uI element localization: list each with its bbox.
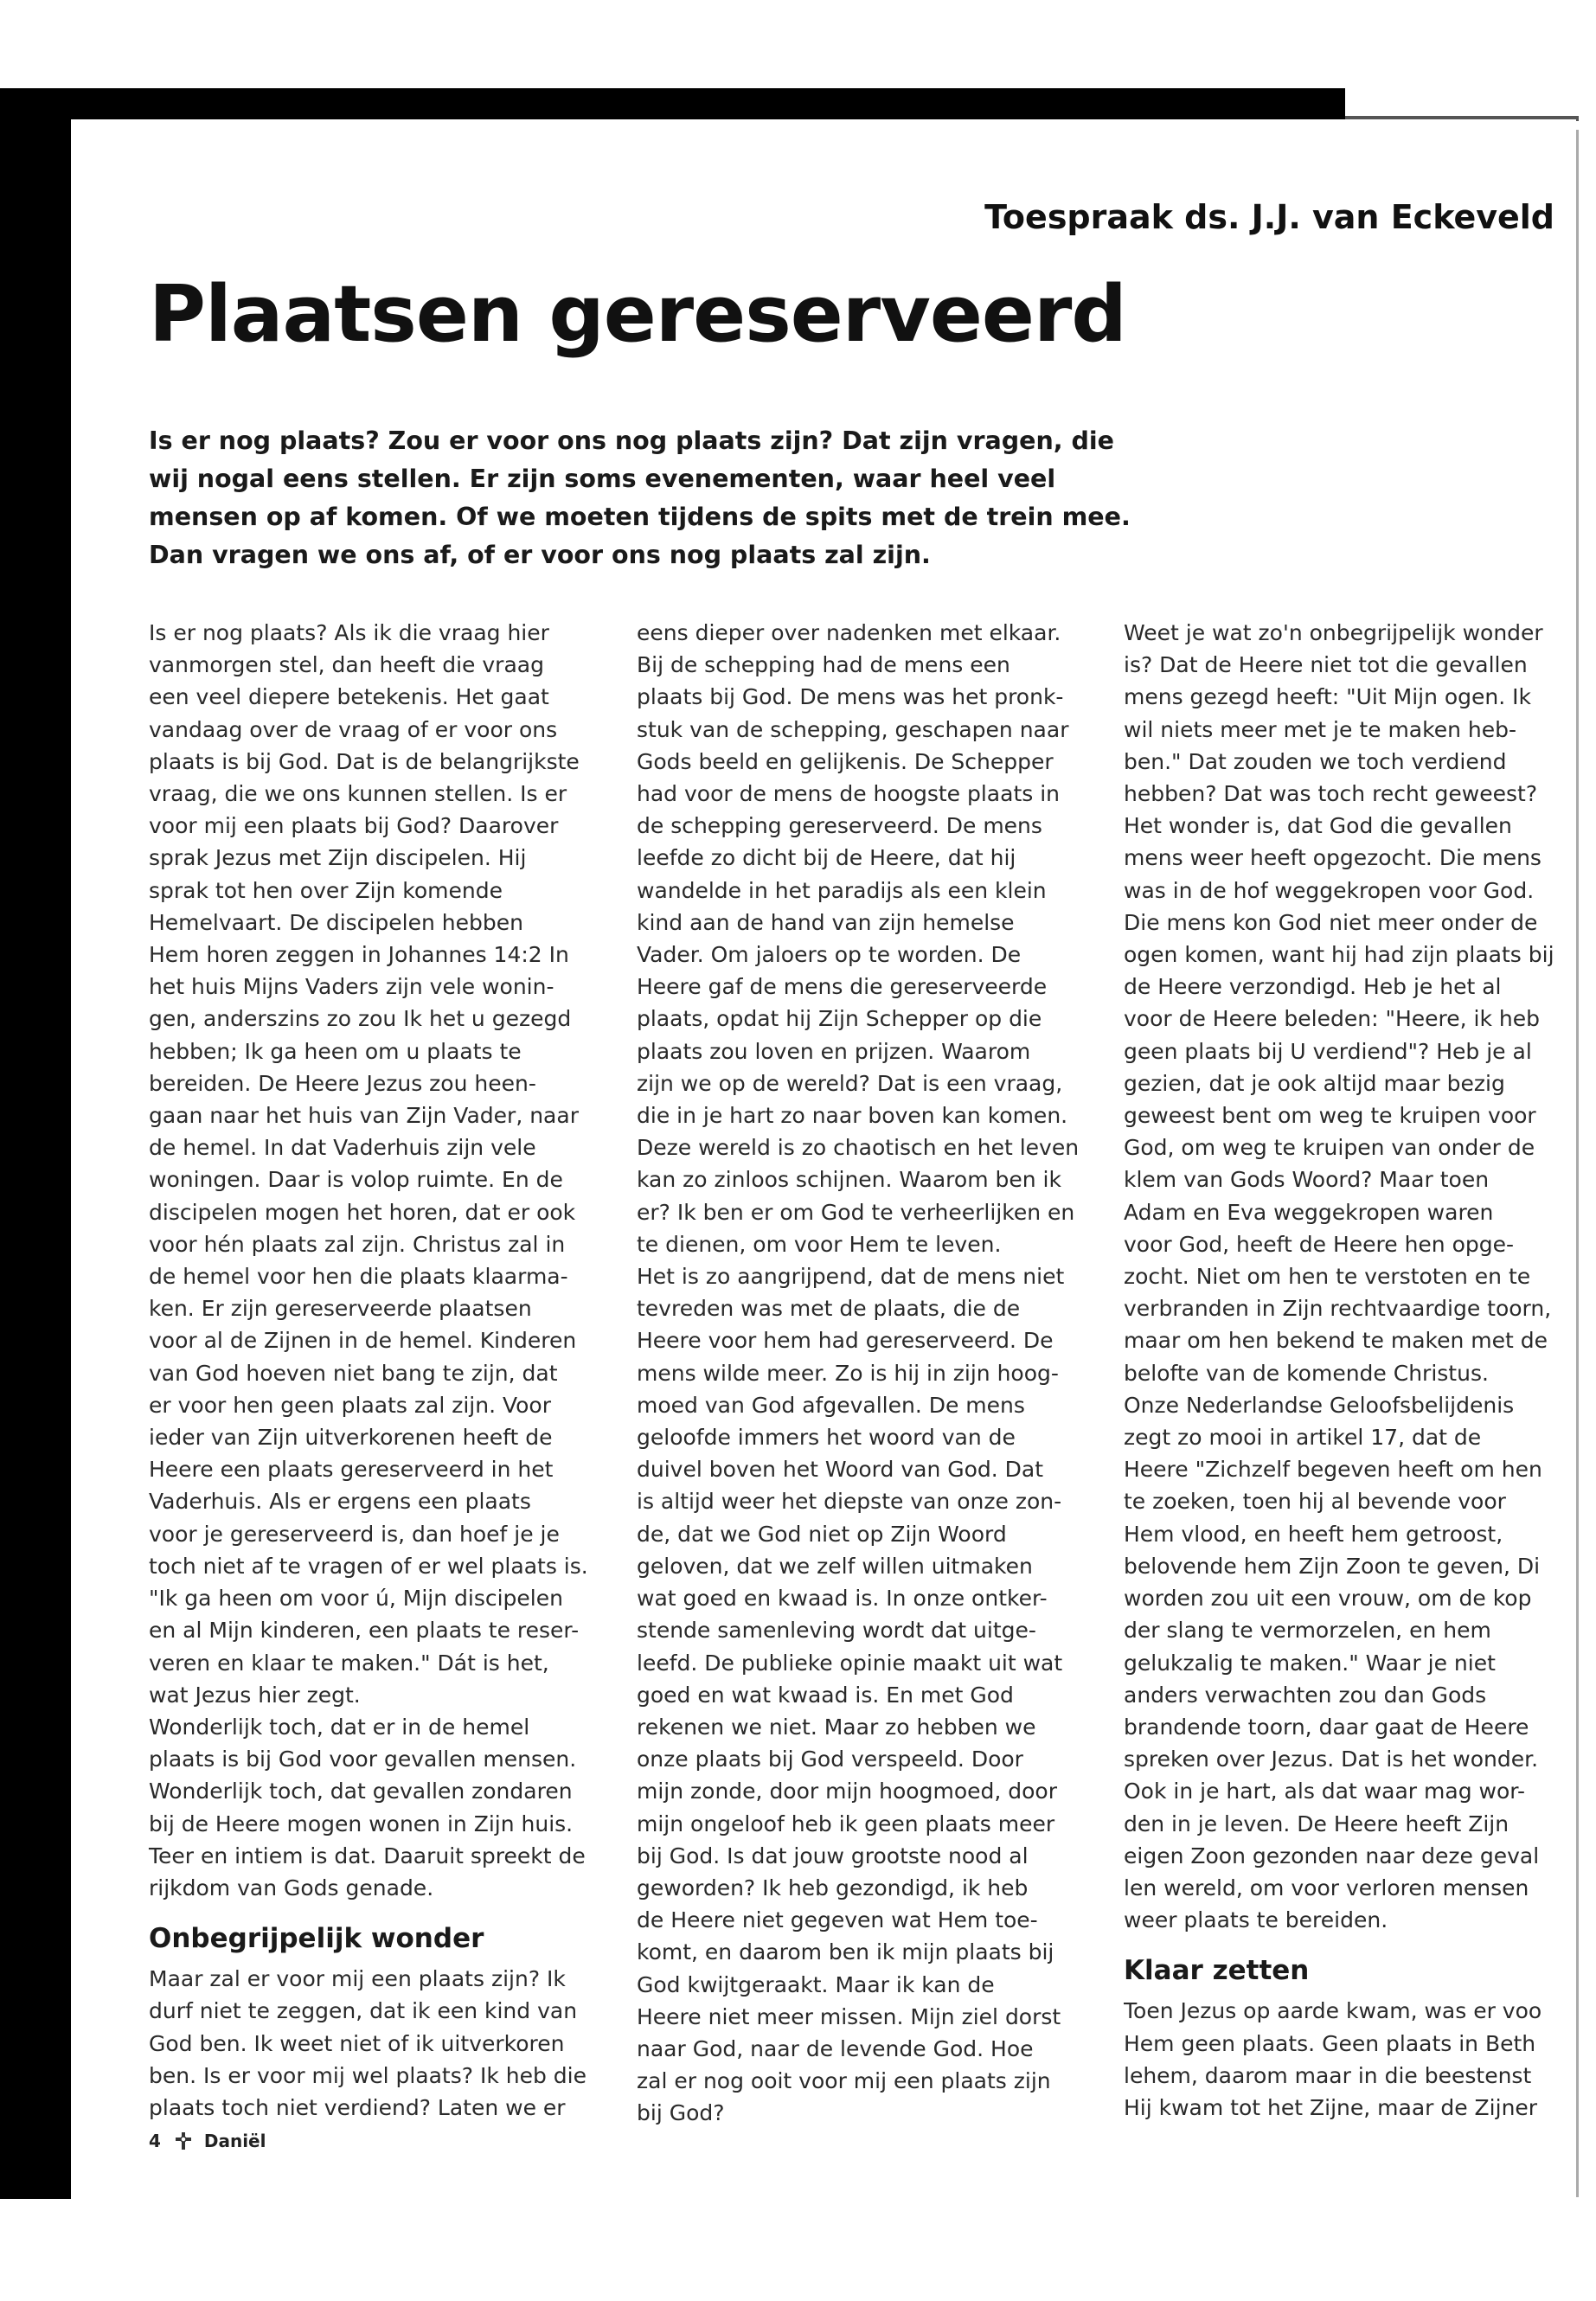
text-line: lehem, daarom maar in die beestenst [1124, 2062, 1532, 2088]
text-line: gezien, dat je ook altijd maar bezig [1124, 1070, 1505, 1096]
text-line: Adam en Eva weggekropen waren [1124, 1199, 1494, 1225]
text-line: Weet je wat zo'n onbegrijpelijk wonder [1124, 620, 1543, 645]
text-line: mens weer heeft opgezocht. Die mens [1124, 845, 1542, 871]
text-line: God, om weg te kruipen van onder de [1124, 1135, 1535, 1161]
cross-logo-icon [174, 2131, 193, 2150]
text-line: mens gezegd heeft: "Uit Mijn ogen. Ik [1124, 684, 1532, 710]
column-1 [149, 617, 599, 2124]
text-line: "Ik ga heen om voor ú, Mijn discipelen [149, 1586, 563, 1612]
text-line: plaats, opdat hij Zijn Schepper op die [637, 1006, 1042, 1032]
column-3 [1124, 617, 1574, 2124]
section-heading-onbegrijpelijk-wonder: Onbegrijpelijk wonder [149, 1923, 484, 1955]
text-line: voor al de Zijnen in de hemel. Kinderen [149, 1328, 577, 1354]
text-line: eens dieper over nadenken met elkaar. [637, 620, 1061, 645]
text-line: Ook in je hart, als dat waar mag wor- [1124, 1779, 1525, 1804]
text-line: zocht. Niet om hen te verstoten en te [1124, 1264, 1531, 1290]
text-line: Hemelvaart. De discipelen hebben [149, 909, 523, 935]
text-line: klem van Gods Woord? Maar toen [1124, 1167, 1490, 1193]
column-3-body-2 [1124, 1995, 1574, 2124]
text-line: God kwijtgeraakt. Maar ik kan de [637, 1971, 995, 1997]
text-line: God ben. Ik weet niet of ik uitverkoren [149, 2030, 565, 2056]
text-line: plaats toch niet verdiend? Laten we er [149, 2094, 566, 2120]
text-line: Het is zo aangrijpend, dat de mens niet [637, 1264, 1065, 1290]
text-line: sprak Jezus met Zijn discipelen. Hij [149, 845, 527, 871]
text-line: ben. Is er voor mij wel plaats? Ik heb die [149, 2062, 586, 2088]
text-line: discipelen mogen het horen, dat er ook [149, 1199, 576, 1225]
text-line: eigen Zoon gezonden naar deze geval [1124, 1843, 1540, 1868]
text-line: belovende hem Zijn Zoon te geven, Di [1124, 1553, 1541, 1579]
text-line: geloofde immers het woord van de [637, 1425, 1016, 1451]
text-line: van God hoeven niet bang te zijn, dat [149, 1360, 558, 1386]
text-line: Maar zal er voor mij een plaats zijn? Ik [149, 1966, 566, 1992]
text-line: stende samenleving wordt dat uitge- [637, 1618, 1036, 1644]
column-1-body-2 [149, 1963, 599, 2124]
text-line: Vaderhuis. Als er ergens een plaats [149, 1489, 531, 1515]
text-line: voor mij een plaats bij God? Daarover [149, 813, 559, 839]
text-line: er voor hen geen plaats zal zijn. Voor [149, 1392, 552, 1418]
text-line: toch niet af te vragen of er wel plaats is. [149, 1553, 588, 1579]
text-line: hebben; Ik ga heen om u plaats te [149, 1038, 522, 1064]
text-line: anders verwachten zou dan Gods [1124, 1682, 1487, 1708]
text-line: Die mens kon God niet meer onder de [1124, 909, 1538, 935]
text-line: was in de hof weggekropen voor God. [1124, 877, 1535, 903]
text-line: woningen. Daar is volop ruimte. En de [149, 1167, 563, 1193]
text-line: belofte van de komende Christus. [1124, 1360, 1489, 1386]
page-footer [149, 2131, 266, 2151]
text-line: is? Dat de Heere niet tot die gevallen [1124, 652, 1528, 678]
text-line: is altijd weer het diepste van onze zon- [637, 1489, 1062, 1515]
scan-border-right [1576, 130, 1579, 2197]
text-line: Hij kwam tot het Zijne, maar de Zijner [1124, 2094, 1538, 2120]
text-line: komt, en daarom ben ik mijn plaats bij [637, 1939, 1054, 1965]
article-title: Plaatsen gereserveerd [149, 269, 1126, 360]
text-line: gen, anderszins zo zou Ik het u gezegd [149, 1006, 572, 1032]
text-line: Hem vlood, en heeft hem getroost, [1124, 1521, 1503, 1547]
text-line: vanmorgen stel, dan heeft die vraag [149, 652, 544, 678]
text-line: zijn we op de wereld? Dat is een vraag, [637, 1070, 1063, 1096]
text-line: leefde zo dicht bij de Heere, dat hij [637, 845, 1016, 871]
text-line: geen plaats bij U verdiend"? Heb je al [1124, 1038, 1532, 1064]
text-line: tevreden was met de plaats, die de [637, 1296, 1021, 1322]
text-line: wandelde in het paradijs als een klein [637, 877, 1047, 903]
text-line: zal er nog ooit voor mij een plaats zijn [637, 2068, 1051, 2094]
text-line: spreken over Jezus. Dat is het wonder. [1124, 1747, 1539, 1772]
text-line: Hem geen plaats. Geen plaats in Beth [1124, 2030, 1536, 2056]
text-line: wil niets meer met je te maken heb- [1124, 716, 1517, 742]
text-line: durf niet te zeggen, dat ik een kind van [149, 1998, 578, 2024]
text-line: gelukzalig te maken." Waar je niet [1124, 1650, 1496, 1676]
text-line: er? Ik ben er om God te verheerlijken en [637, 1199, 1075, 1225]
text-line: ogen komen, want hij had zijn plaats bij [1124, 942, 1554, 968]
text-line: het huis Mijns Vaders zijn vele wonin- [149, 974, 554, 1000]
text-line: gaan naar het huis van Zijn Vader, naar [149, 1103, 579, 1129]
text-line: geweest bent om weg te kruipen voor [1124, 1103, 1536, 1129]
magazine-page [71, 119, 1576, 2213]
text-line: Heere niet meer missen. Mijn ziel dorst [637, 2003, 1061, 2029]
text-line: naar God, naar de levende God. Hoe [637, 2035, 1034, 2061]
text-line: vraag, die we ons kunnen stellen. Is er [149, 781, 567, 807]
text-line: te zoeken, toen hij al bevende voor [1124, 1489, 1506, 1515]
text-line: maar om hen bekend te maken met de [1124, 1328, 1548, 1354]
text-line: mijn ongeloof heb ik geen plaats meer [637, 1811, 1055, 1836]
text-line: Wonderlijk toch, dat er in de hemel [149, 1714, 530, 1740]
text-line: veren en klaar te maken." Dát is het, [149, 1650, 549, 1676]
text-line: voor God, heeft de Heere hen opge- [1124, 1231, 1515, 1257]
text-line: Heere "Zichzelf begeven heeft om hen [1124, 1457, 1542, 1483]
text-line: bij de Heere mogen wonen in Zijn huis. [149, 1811, 574, 1836]
text-line: mijn zonde, door mijn hoogmoed, door [637, 1779, 1057, 1804]
text-line: len wereld, om voor verloren mensen [1124, 1875, 1529, 1900]
text-line: Toen Jezus op aarde kwam, was er voo [1124, 1998, 1542, 2024]
text-line: vandaag over de vraag of er voor ons [149, 716, 558, 742]
text-line: hebben? Dat was toch recht geweest? [1124, 781, 1538, 807]
text-line: brandende toorn, daar gaat de Heere [1124, 1714, 1529, 1740]
text-line: de Heere niet gegeven wat Hem toe- [637, 1907, 1038, 1933]
text-line: plaats is bij God voor gevallen mensen. [149, 1747, 577, 1772]
text-line: zegt zo mooi in artikel 17, dat de [1124, 1425, 1482, 1451]
section-heading-klaar-zetten: Klaar zetten [1124, 1955, 1310, 1987]
text-line: en al Mijn kinderen, een plaats te reser- [149, 1618, 580, 1644]
text-line: Bij de schepping had de mens een [637, 652, 1010, 678]
text-line: Is er nog plaats? Als ik die vraag hier [149, 620, 549, 645]
text-line: Heere een plaats gereserveerd in het [149, 1457, 554, 1483]
text-line: rekenen we niet. Maar zo hebben we [637, 1714, 1036, 1740]
text-line: de schepping gereserveerd. De mens [637, 813, 1042, 839]
article-kicker: Toespraak ds. J.J. van Eckeveld [984, 198, 1554, 236]
scan-border-left [0, 88, 71, 2199]
text-line: de Heere verzondigd. Heb je het al [1124, 974, 1502, 1000]
text-line: had voor de mens de hoogste plaats in [637, 781, 1061, 807]
column-2-body [637, 617, 1086, 2130]
text-line: de, dat we God niet op Zijn Woord [637, 1521, 1007, 1547]
text-line: ken. Er zijn gereserveerde plaatsen [149, 1296, 532, 1322]
text-line: geworden? Ik heb gezondigd, ik heb [637, 1875, 1029, 1900]
text-line: Wonderlijk toch, dat gevallen zondaren [149, 1779, 573, 1804]
text-line: den in je leven. De Heere heeft Zijn [1124, 1811, 1509, 1836]
column-2 [637, 617, 1086, 2130]
text-line: Heere voor hem had gereserveerd. De [637, 1328, 1054, 1354]
text-line: verbranden in Zijn rechtvaardige toorn, [1124, 1296, 1552, 1322]
text-line: de hemel. In dat Vaderhuis zijn vele [149, 1135, 536, 1161]
text-line: rijkdom van Gods genade. [149, 1875, 434, 1900]
text-line: een veel diepere betekenis. Het gaat [149, 684, 549, 710]
column-3-body-1 [1124, 617, 1574, 1936]
text-line: Heere gaf de mens die gereserveerde [637, 974, 1048, 1000]
text-line: ben." Dat zouden we toch verdiend [1124, 748, 1507, 774]
text-line: moed van God afgevallen. De mens [637, 1392, 1025, 1418]
text-line: goed en wat kwaad is. En met God [637, 1682, 1014, 1708]
text-line: duivel boven het Woord van God. Dat [637, 1457, 1044, 1483]
article-lead: Is er nog plaats? Zou er voor ons nog plaats zijn? Dat zijn vragen, die wij nogal eens stellen. Er zijn soms evenementen, waar heel veel mensen op af komen. Of we moeten tijdens de spits met de trein mee. Dan vragen we ons af, of er voor ons nog plaats zal zijn. [149, 426, 1131, 569]
text-line: Het wonder is, dat God die gevallen [1124, 813, 1512, 839]
text-line: Gods beeld en gelijkenis. De Schepper [637, 748, 1054, 774]
text-line: bij God. Is dat jouw grootste nood al [637, 1843, 1029, 1868]
text-line: ieder van Zijn uitverkorenen heeft de [149, 1425, 553, 1451]
text-line: kind aan de hand van zijn hemelse [637, 909, 1015, 935]
text-line: voor de Heere beleden: "Heere, ik heb [1124, 1006, 1540, 1032]
scan-border-top [48, 88, 1345, 119]
text-line: Hem horen zeggen in Johannes 14:2 In [149, 942, 569, 968]
column-1-body-1 [149, 617, 599, 1904]
text-line: voor je gereserveerd is, dan hoef je je [149, 1521, 560, 1547]
text-line: Teer en intiem is dat. Daaruit spreekt de [149, 1843, 586, 1868]
text-line: wat Jezus hier zegt. [149, 1682, 361, 1708]
text-line: plaats is bij God. Dat is de belangrijkste [149, 748, 580, 774]
text-line: worden zou uit een vrouw, om de kop [1124, 1586, 1532, 1612]
text-line: weer plaats te bereiden. [1124, 1907, 1388, 1933]
text-line: stuk van de schepping, geschapen naar [637, 716, 1069, 742]
text-line: leefd. De publieke opinie maakt uit wat [637, 1650, 1063, 1676]
magazine-name: Daniël [203, 2131, 266, 2151]
text-line: te dienen, om voor Hem te leven. [637, 1231, 1002, 1257]
page-number: 4 [149, 2131, 161, 2151]
text-line: onze plaats bij God verspeeld. Door [637, 1747, 1023, 1772]
text-line: bereiden. De Heere Jezus zou heen- [149, 1070, 536, 1096]
text-line: plaats bij God. De mens was het pronk- [637, 684, 1064, 710]
text-line: geloven, dat we zelf willen uitmaken [637, 1553, 1033, 1579]
text-line: Deze wereld is zo chaotisch en het leven [637, 1135, 1080, 1161]
text-line: wat goed en kwaad is. In onze ontker- [637, 1586, 1048, 1612]
text-line: voor hén plaats zal zijn. Christus zal in [149, 1231, 566, 1257]
text-line: mens wilde meer. Zo is hij in zijn hoog- [637, 1360, 1059, 1386]
text-line: kan zo zinloos schijnen. Waarom ben ik [637, 1167, 1061, 1193]
text-line: plaats zou loven en prijzen. Waarom [637, 1038, 1031, 1064]
text-line: der slang te vermorzelen, en hem [1124, 1618, 1491, 1644]
text-line: bij God? [637, 2100, 725, 2126]
text-line: Vader. Om jaloers op te worden. De [637, 942, 1022, 968]
text-line: Onze Nederlandse Geloofsbelijdenis [1124, 1392, 1515, 1418]
text-line: die in je hart zo naar boven kan komen. [637, 1103, 1068, 1129]
text-line: de hemel voor hen die plaats klaarma- [149, 1264, 568, 1290]
text-line: sprak tot hen over Zijn komende [149, 877, 503, 903]
